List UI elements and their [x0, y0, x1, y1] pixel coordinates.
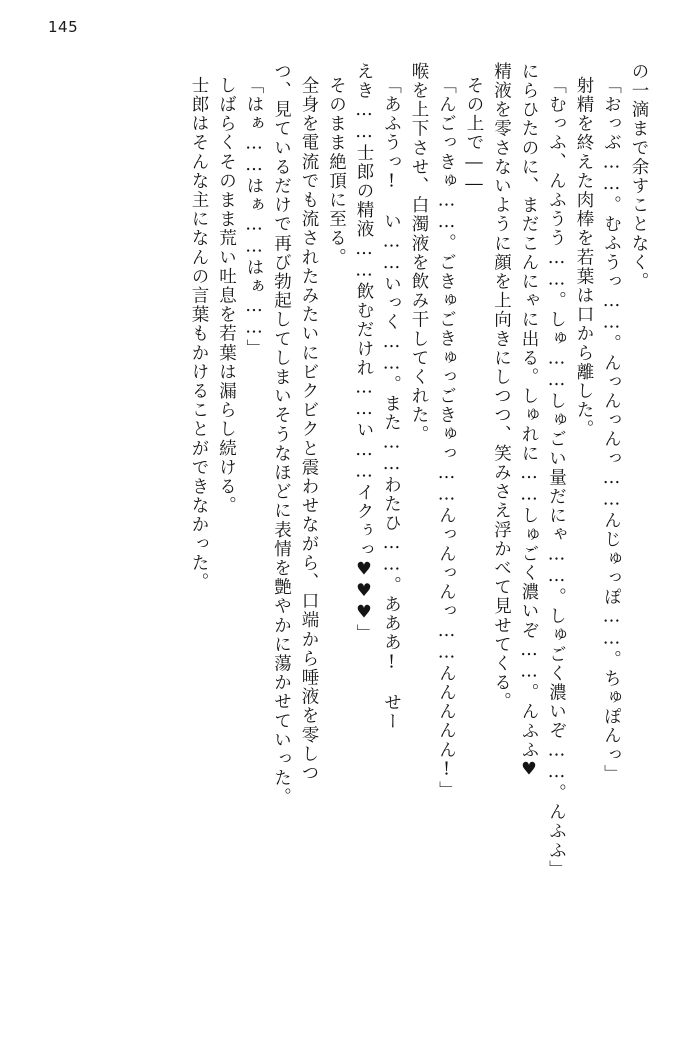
text-line: 士郎はそんな主になんの言葉もかけることができなかった。	[189, 76, 209, 592]
text-line: 「はぁ……はぁ……はぁ……」	[244, 76, 264, 359]
text-line: 射精を終えた肉棒を若葉は口から離した。	[574, 76, 594, 439]
text-line: 「んごっきゅ……。ごきゅごきゅっごきゅっ……んっんっんっ……んんんんん!」	[436, 76, 457, 801]
text-line: 全身を電流でも流されたみたいにビクビクと震わせながら、口端から唾液を零しつ	[299, 76, 319, 783]
text-line: 「おっぶ……。むふうっ……。んっんっんっ……んじゅっぽ……。ちゅぽんっ」	[601, 76, 622, 784]
page-number: 145	[48, 18, 79, 36]
text-line: 「むっふ、んふうう……。しゅ……しゅごい量だにゃ……。しゅごく濃いぞ……。んふふ」	[546, 76, 567, 880]
text-line: その上で――	[464, 76, 484, 196]
text-line: えき……士郎の精液……飲むだけれ……い……イクぅっ♥♥♥」	[354, 62, 374, 644]
text-line: 「あふうっ! い……いっく……。また……わたひ……。あああ! せー	[381, 76, 402, 732]
text-line: にらひたのに、まだこんにゃに出る。しゅれに……しゅごく濃いぞ……。んふふ♥	[519, 62, 539, 782]
text-line: しばらくそのまま荒い吐息を若葉は漏らし続ける。	[216, 76, 237, 516]
text-line: の一滴まで余すことなく。	[629, 62, 649, 292]
text-line: 喉を上下させ、白濁液を飲み干してくれた。	[409, 62, 429, 444]
text-line: そのまま絶頂に至る。	[326, 76, 347, 267]
text-line: つ、見ているだけで再び勃起してしまいそうなほどに表情を艶やかに蕩かせていった。	[271, 62, 292, 807]
text-line: 精液を零さないように顔を上向きにしつつ、笑みさえ浮かべて見せてくる。	[491, 62, 512, 712]
vertical-text-body	[46, 62, 647, 1010]
